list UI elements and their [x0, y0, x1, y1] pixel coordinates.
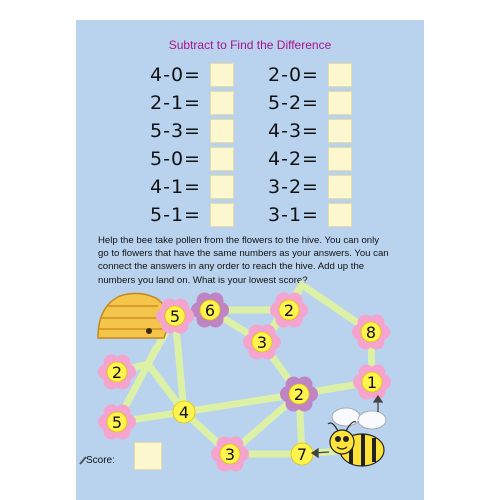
flower-12[interactable]	[291, 443, 313, 465]
bee-icon	[328, 408, 386, 466]
instructions-line-2: go to flowers that have the same numbers as your answers. You can	[98, 248, 389, 260]
equation-left-3: 5-3=	[150, 120, 201, 142]
flower-number: 3	[256, 333, 268, 352]
flower-path-map	[76, 20, 424, 500]
score-box[interactable]	[134, 442, 162, 470]
worksheet-page	[76, 20, 424, 500]
equation-right-4: 4-2=	[268, 148, 319, 170]
flower-number: 2	[293, 385, 305, 404]
equation-left-2: 2-1=	[150, 92, 201, 114]
equation-right-1: 2-0=	[268, 64, 319, 86]
flower-7[interactable]	[353, 365, 391, 400]
flower-number: 7	[296, 445, 308, 464]
flower-number: 5	[111, 413, 123, 432]
path-to-hive	[148, 348, 156, 364]
flower-number: 2	[283, 301, 295, 320]
equation-left-1: 4-0=	[150, 64, 201, 86]
flower-number: 2	[111, 363, 123, 382]
flower-number: 4	[178, 403, 190, 422]
flower-number: 5	[169, 307, 181, 326]
equation-right-2: 5-2=	[268, 92, 319, 114]
instructions-line-1: Help the bee take pollen from the flowers to the hive. You can only	[98, 235, 380, 246]
flower-6[interactable]	[98, 355, 136, 390]
flower-number: 1	[366, 373, 378, 392]
equation-left-6: 5-1=	[150, 204, 201, 226]
flower-10[interactable]	[98, 405, 136, 440]
flower-number: 3	[224, 445, 236, 464]
score-label: Score:	[86, 455, 115, 466]
flower-number: 6	[204, 301, 216, 320]
instructions-line-3: connect the answers in any order to reach the hive. Add up the	[98, 261, 365, 273]
equation-right-5: 3-2=	[268, 176, 319, 198]
equation-left-5: 4-1=	[150, 176, 201, 198]
equation-left-4: 5-0=	[150, 148, 201, 170]
instructions-line-4: numbers you land on. What is your lowest score?	[98, 274, 308, 286]
worksheet-title: Subtract to Find the Difference	[168, 38, 332, 52]
equation-right-6: 3-1=	[268, 204, 319, 226]
flower-number: 8	[365, 323, 377, 342]
flower-9[interactable]	[173, 401, 195, 423]
equation-right-3: 4-3=	[268, 120, 319, 142]
